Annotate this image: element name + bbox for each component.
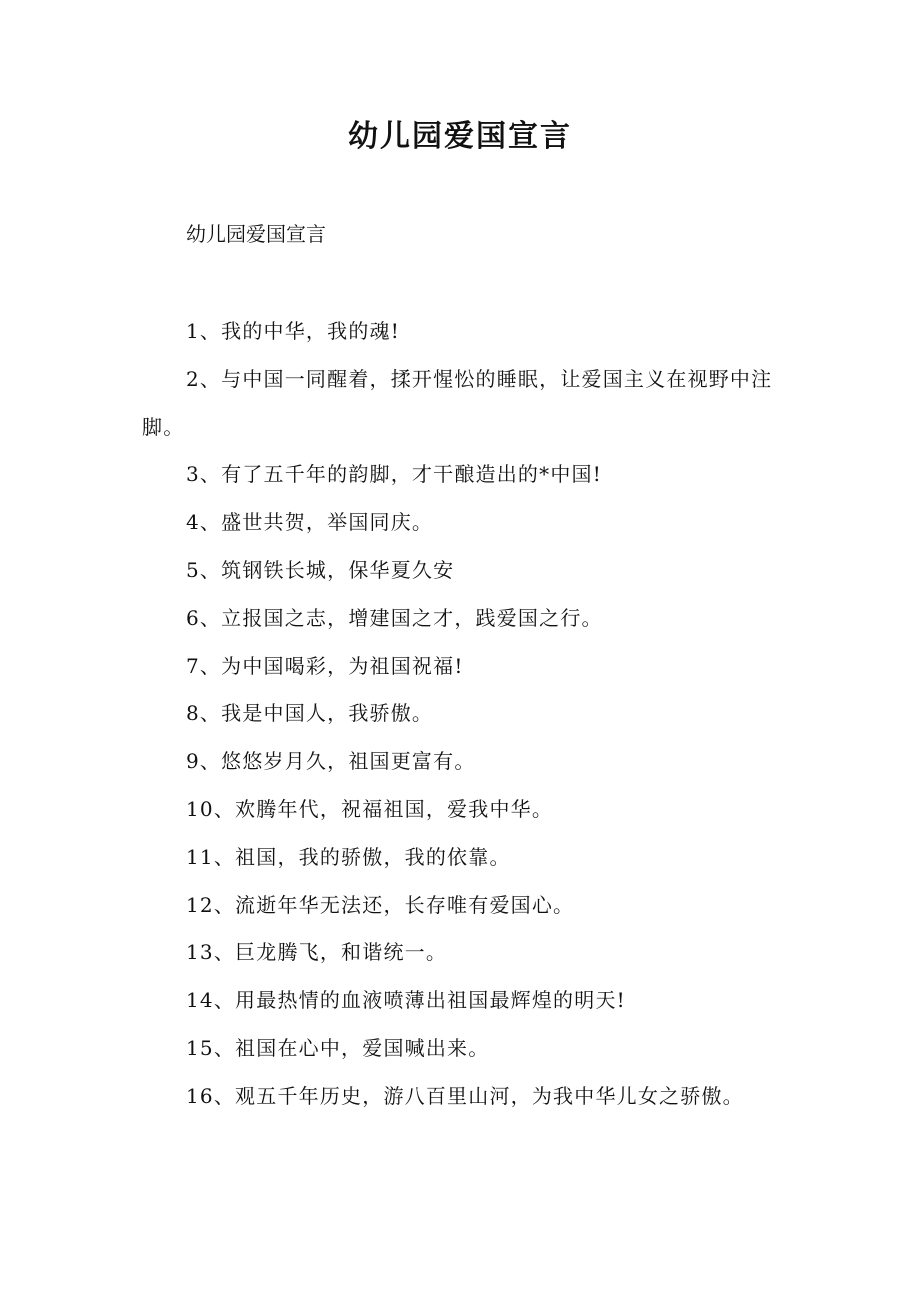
declaration-item: 15、祖国在心中，爱国喊出来。 (186, 1035, 490, 1060)
declaration-item: 14、用最热情的血液喷薄出祖国最辉煌的明天! (186, 988, 626, 1013)
declaration-item: 4、盛世共贺，举国同庆。 (186, 510, 434, 535)
declaration-list (142, 308, 802, 1121)
declaration-item: 11、祖国，我的骄傲，我的依靠。 (186, 844, 511, 869)
declaration-item: 3、有了五千年的韵脚，才干酿造出的*中国! (186, 462, 602, 487)
declaration-item: 9、悠悠岁月久，祖国更富有。 (186, 749, 476, 774)
declaration-item: 1、我的中华，我的魂! (186, 319, 400, 343)
declaration-item: 5、筑钢铁长城，保华夏久安 (186, 557, 455, 582)
declaration-item: 7、为中国喝彩，为祖国祝福! (186, 653, 464, 678)
document-subtitle: 幼儿园爱国宣言 (186, 222, 326, 246)
declaration-item: 16、观五千年历史，游八百里山河，为我中华儿女之骄傲。 (186, 1083, 744, 1108)
declaration-item: 12、流逝年华无法还，长存唯有爱国心。 (186, 892, 575, 917)
declaration-item: 10、欢腾年代，祝福祖国，爱我中华。 (186, 796, 554, 821)
declaration-item: 13、巨龙腾飞，和谐统一。 (186, 940, 448, 965)
declaration-item: 2、与中国一同醒着，揉开惺忪的睡眠，让爱国主义在视野中注脚。 (142, 366, 773, 439)
document-title: 幼儿园爱国宣言 (348, 119, 572, 154)
declaration-item: 8、我是中国人，我骄傲。 (186, 701, 434, 726)
declaration-item: 6、立报国之志，增建国之才，践爱国之行。 (186, 605, 603, 630)
